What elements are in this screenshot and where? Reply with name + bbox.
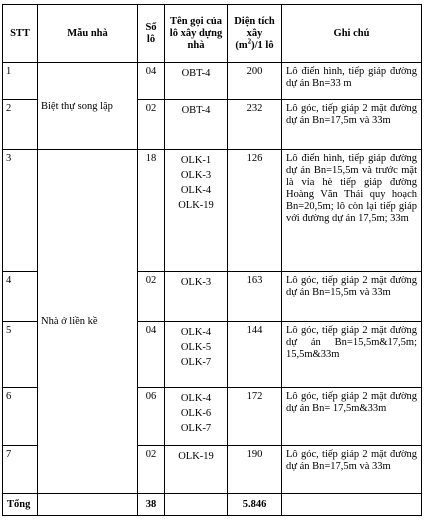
row-count: 02 xyxy=(138,446,165,494)
row-stt: 7 xyxy=(3,446,38,494)
row-codes xyxy=(165,150,228,272)
row-stt: 4 xyxy=(3,272,38,322)
row-code: OLK-7 xyxy=(180,357,212,368)
header-type: Mẫu nhà xyxy=(38,5,138,63)
row-code: OLK-19 xyxy=(178,200,214,211)
total-row xyxy=(3,494,422,516)
row-code: OLK-7 xyxy=(180,423,212,434)
table-row xyxy=(3,150,422,272)
row-stt: 1 xyxy=(3,63,38,100)
row-area: 200 xyxy=(228,63,282,100)
row-area: 232 xyxy=(228,100,282,150)
row-code: OLK-3 xyxy=(180,170,212,181)
row-codes xyxy=(165,388,228,446)
row-codes xyxy=(165,100,228,150)
row-area: 172 xyxy=(228,388,282,446)
header-count xyxy=(138,5,165,63)
row-stt: 3 xyxy=(3,150,38,272)
table-row xyxy=(3,63,422,100)
row-stt: 6 xyxy=(3,388,38,446)
row-note: Lô điển hình, tiếp giáp đường dự án Bn=33 m xyxy=(282,63,422,100)
header-stt: STT xyxy=(3,5,38,63)
total-count: 38 xyxy=(138,494,165,516)
row-code: OLK-4 xyxy=(180,185,212,196)
row-note: Lô góc, tiếp giáp 2 mặt đường dự án Bn= 17,5m&33m xyxy=(282,388,422,446)
row-area: 190 xyxy=(228,446,282,494)
header-note: Ghi chú xyxy=(282,5,422,63)
total-empty-name xyxy=(165,494,228,516)
row-note: Lô góc, tiếp giáp 2 mặt đường dự án Bn=15,5m và 33m xyxy=(282,272,422,322)
row-code: OLK-3 xyxy=(180,277,212,288)
row-code: OLK-4 xyxy=(180,327,212,338)
row-area: 126 xyxy=(228,150,282,272)
header-count-line2: lô xyxy=(146,33,156,45)
row-count: 02 xyxy=(138,100,165,150)
header-area-sup: 2 xyxy=(247,37,252,45)
table-header-row xyxy=(3,5,422,63)
header-name: Tên gọi của lô xây dựng nhà xyxy=(165,5,228,63)
row-codes xyxy=(165,322,228,388)
row-code: OLK-1 xyxy=(180,155,212,166)
row-count: 02 xyxy=(138,272,165,322)
group-townhouse: Nhà ở liền kề xyxy=(38,150,138,494)
row-count: 04 xyxy=(138,63,165,100)
total-empty-note xyxy=(282,494,422,516)
total-empty-type xyxy=(38,494,138,516)
row-stt: 5 xyxy=(3,322,38,388)
header-area-suffix: )/1 lô xyxy=(251,39,274,51)
row-note: Lô góc, tiếp giáp 2 mặt đường dự án Bn=15,5m&17,5m; 15,5m&33m xyxy=(282,322,422,388)
row-code: OBT-4 xyxy=(181,68,211,79)
row-area: 144 xyxy=(228,322,282,388)
header-count-line1: Số xyxy=(145,21,157,33)
row-note: Lô điển hình, tiếp giáp đường dự án Bn=15,5m và trước mặt là vỉa hè tiếp giáp đường Hoàng Văn Thái quy hoạch Bn=20,5m; lô còn lại tiếp giáp với đường dự án 17,5m; 33m xyxy=(282,150,422,272)
row-code: OLK-4 xyxy=(180,393,212,404)
row-codes xyxy=(165,272,228,322)
row-area: 163 xyxy=(228,272,282,322)
row-count: 04 xyxy=(138,322,165,388)
row-code: OLK-5 xyxy=(180,342,212,353)
row-code: OBT-4 xyxy=(181,105,211,116)
header-area-prefix: Diện tích xây (m xyxy=(234,15,275,51)
lot-table xyxy=(2,4,422,516)
header-area xyxy=(228,5,282,63)
row-codes xyxy=(165,63,228,100)
row-codes xyxy=(165,446,228,494)
total-area: 5.846 xyxy=(228,494,282,516)
row-count: 18 xyxy=(138,150,165,272)
row-code: OLK-19 xyxy=(178,451,214,462)
group-villa: Biệt thự song lập xyxy=(38,63,138,150)
total-label: Tổng xyxy=(3,494,38,516)
row-count: 06 xyxy=(138,388,165,446)
row-code: OLK-6 xyxy=(180,408,212,419)
row-note: Lô góc, tiếp giáp 2 mặt đường dự án Bn=17,5m và 33m xyxy=(282,100,422,150)
row-note: Lô góc, tiếp giáp 2 mặt đường dự án Bn=17,5m và 33m xyxy=(282,446,422,494)
row-stt: 2 xyxy=(3,100,38,150)
